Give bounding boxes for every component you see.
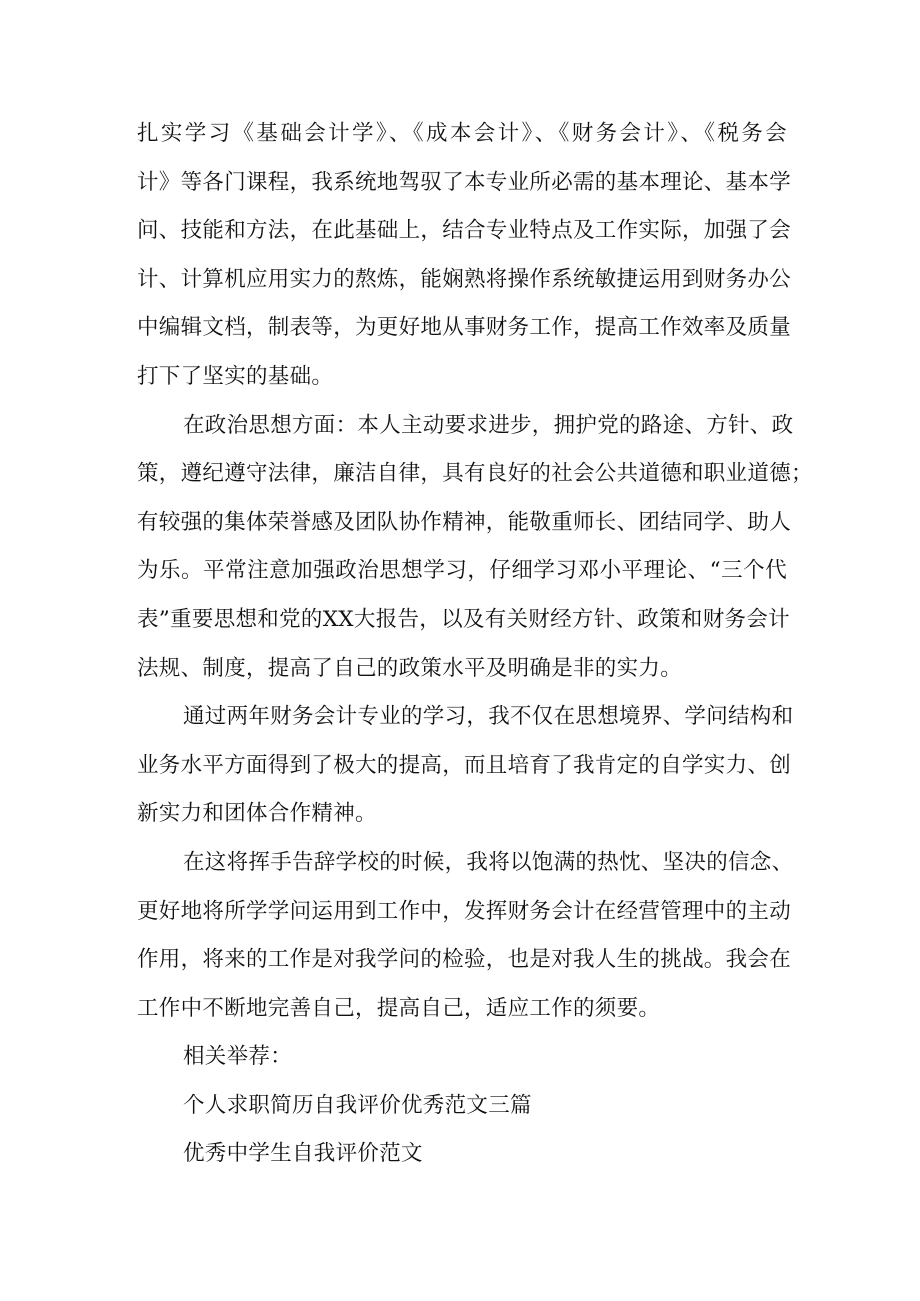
text-line: 新实力和团体合作精神。 (137, 801, 377, 827)
text-line: 在政治思想方面：本人主动要求进步，拥护党的路途、方针、政 (183, 412, 794, 438)
paragraph-course-study (137, 110, 792, 402)
text-line: 扎实学习《基础会计学》、《成本会计》、《财务会计》、《税务会 (137, 121, 787, 146)
text-line: 计、计算机应用实力的熬炼，能娴熟将操作系统敏捷运用到财务办公 (137, 266, 792, 292)
text-line: 为乐。平常注意加强政治思想学习，仔细学习邓小平理论、“三个代 (137, 558, 787, 584)
text-line: 法规、制度，提高了自己的政策水平及明确是非的实力。 (137, 655, 683, 681)
text-line: 更好地将所学学问运用到工作中，发挥财务会计在经营管理中的主动 (137, 898, 792, 924)
text-line: 工作中不断地完善自己，提高自己，适应工作的须要。 (137, 995, 661, 1021)
paragraph-farewell (137, 839, 794, 1033)
related-heading: 相关举荐： (183, 1044, 293, 1070)
related-recommendations (137, 1033, 787, 1179)
related-link[interactable]: 优秀中学生自我评价范文 (183, 1141, 423, 1167)
text-line: 问、技能和方法，在此基础上，结合专业特点及工作实际，加强了会 (137, 218, 792, 244)
text-line: 业务水平方面得到了极大的提高，而且培育了我肯定的自学实力、创 (137, 752, 792, 778)
related-link[interactable]: 个人求职简历自我评价优秀范文三篇 (183, 1092, 532, 1118)
text-line: 打下了坚实的基础。 (137, 363, 334, 389)
text-line: 有较强的集体荣誉感及团队协作精神，能敬重师长、团结同学、助人 (137, 509, 792, 535)
text-line: 表”重要思想和党的XX大报告，以及有关财经方针、政策和财务会计 (137, 606, 790, 632)
text-line: 在这将挥手告辞学校的时候，我将以饱满的热忱、坚决的信念、 (183, 849, 794, 875)
text-line: 中编辑文档，制表等，为更好地从事财务工作，提高工作效率及质量 (137, 315, 792, 341)
text-line: 策，遵纪遵守法律，廉洁自律，具有良好的社会公共道德和职业道德； (137, 461, 813, 487)
text-line: 作用，将来的工作是对我学问的检验，也是对我人生的挑战。我会在 (137, 947, 792, 973)
paragraph-study-results (137, 693, 794, 839)
paragraph-political-thought (137, 402, 813, 694)
text-line: 计》等各门课程，我系统地驾驭了本专业所必需的基本理论、基本学 (137, 169, 792, 195)
document-body (137, 110, 813, 1179)
text-line: 通过两年财务会计专业的学习，我不仅在思想境界、学问结构和 (183, 704, 794, 730)
